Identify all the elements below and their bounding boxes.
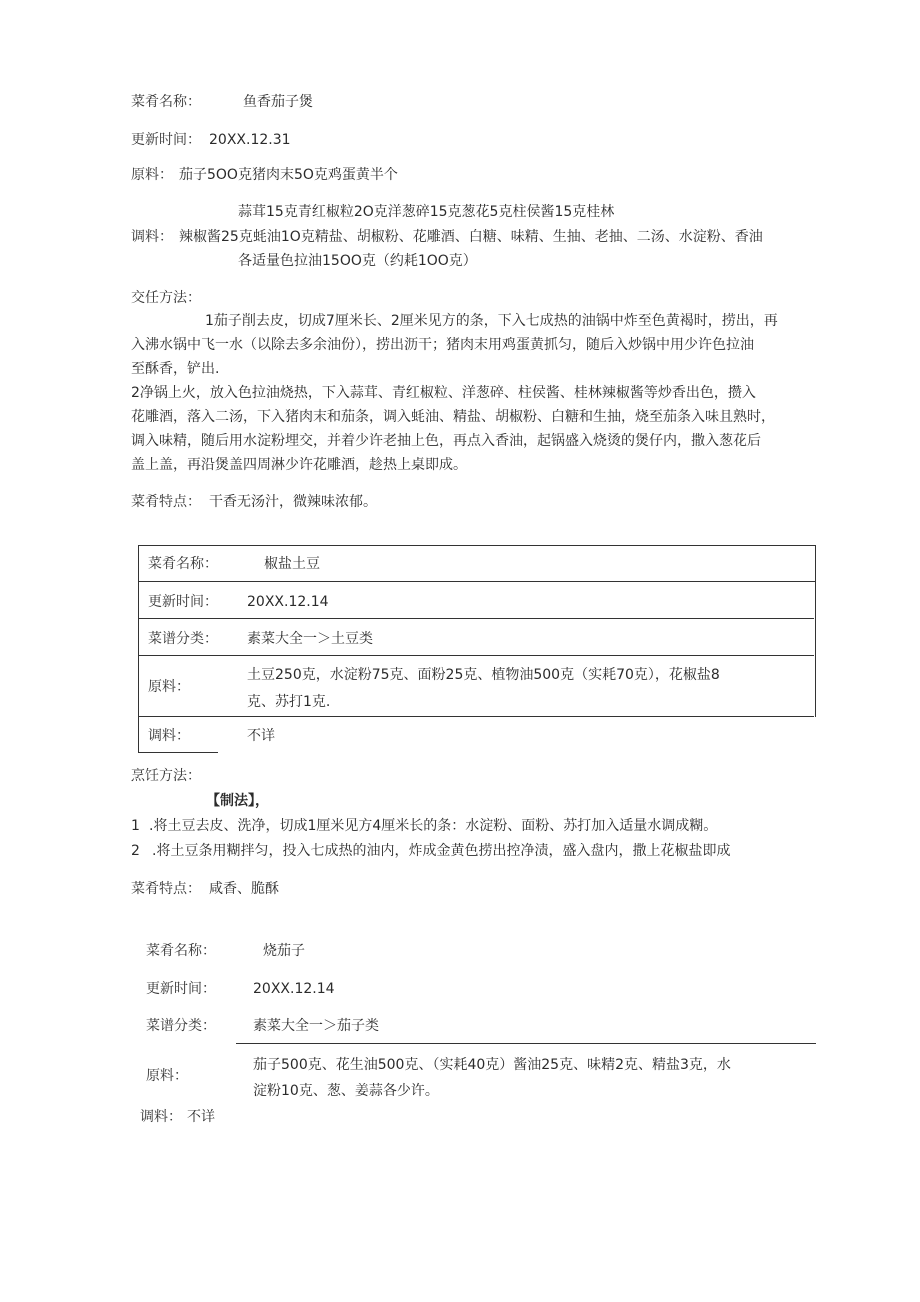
step-2-number: 2 — [131, 843, 140, 859]
updated-value: 20XX.12.14 — [253, 981, 335, 997]
ingredients-label: 原料： — [131, 167, 173, 183]
method-label: 烹饪方法： — [131, 768, 201, 784]
step-1-line-2: 入沸水锅中飞一水（以除去多余油份），捞出沥干；猪肉末用鸡蛋黄抓匀，随后入炒锅中用少许色拉油 — [131, 337, 754, 353]
row-divider — [236, 1043, 816, 1044]
ingredients-line-2: 淀粉10克、葱、姜蒜各少许。 — [253, 1083, 439, 1099]
step-1-line-3: 至酥香，铲出. — [131, 361, 220, 377]
table-border-top — [138, 545, 816, 546]
table-border-left — [138, 545, 139, 753]
step-1-text: .将土豆去皮、洗净，切成1厘米见方4厘米长的条：水淀粉、面粉、苏打加入适量水调成糊。 — [149, 818, 718, 834]
category-label: 菜谱分类： — [148, 631, 218, 647]
ingredients-line-1: 茄子500克、花生油500克、（实耗40克）酱油25克、味精2克、精盐3克，水 — [253, 1057, 731, 1073]
feature-value: 干香无汤汁，微辣味浓郁。 — [209, 494, 377, 510]
step-2-text: .将土豆条用糊拌匀，投入七成热的油内，炸成金黄色捞出控净渍，盛入盘内，撒上花椒盐即成 — [152, 843, 731, 859]
table-border-bottom — [138, 752, 218, 753]
ingredients-line-2: 克、苏打1克. — [247, 694, 331, 710]
name-label: 菜肴名称： — [146, 943, 216, 959]
seasoning-value: 不详 — [187, 1109, 215, 1125]
feature-value: 咸香、脆酥 — [209, 881, 279, 897]
seasoning-value: 辣椒酱25克蚝油1O克精盐、胡椒粉、花雕酒、白糖、味精、生抽、老抽、二汤、水淀粉、香油 — [179, 229, 763, 245]
updated-value: 20XX.12.14 — [247, 594, 329, 610]
step-2-line-3: 调入味精，随后用水淀粉埋交，并着少许老抽上色，再点入香油，起锅盛入烧烫的煲仔内，撒入葱花后 — [131, 433, 761, 449]
feature-label: 菜肴特点： — [131, 881, 201, 897]
updated-label: 更新时间： — [146, 981, 216, 997]
seasoning-value: 不详 — [247, 728, 275, 744]
ingredients-line-1: 土豆250克，水淀粉75克、面粉25克、植物油500克（实耗70克），花椒盐8 — [247, 667, 720, 683]
step-2-line-2: 花雕酒，落入二汤，下入猪肉末和茄条，调入蚝油、精盐、胡椒粉、白糖和生抽，烧至茄条入味且熟时， — [131, 409, 775, 425]
ingredients-label: 原料： — [148, 679, 190, 695]
dish-name: 椒盐土豆 — [264, 556, 320, 572]
updated-label: 更新时间： — [148, 594, 218, 610]
name-label: 菜肴名称： — [148, 556, 218, 572]
category-value: 素菜大全一＞茄子类 — [253, 1018, 379, 1034]
step-2-line-1: 2净锅上火，放入色拉油烧热，下入蒜茸、青红椒粒、洋葱碎、柱侯酱、桂林辣椒酱等炒香出色，攒入 — [131, 385, 756, 401]
category-value: 素菜大全一＞土豆类 — [247, 631, 373, 647]
ingredients-value: 茄子5OO克猪肉末5O克鸡蛋黄半个 — [179, 167, 398, 183]
dish-name: 鱼香茄子煲 — [243, 94, 313, 110]
updated-label: 更新时间： — [131, 132, 201, 148]
updated-value: 20XX.12.31 — [209, 132, 291, 148]
step-1-line-1: 1茄子削去皮，切成7厘米长、2厘米见方的条，下入七成热的油锅中炸至色黄褐时，捞出，再 — [205, 313, 778, 329]
seasoning-label: 调料： — [148, 728, 190, 744]
table-border-right — [815, 545, 816, 717]
name-label: 菜肴名称： — [131, 94, 201, 110]
dish-name: 烧茄子 — [263, 943, 305, 959]
method-header: 【制法】， — [206, 793, 269, 809]
seasoning-value-2: 各适量色拉油15OO克（约耗1OO克） — [238, 253, 477, 269]
table-row-divider — [138, 655, 814, 656]
ingredients-label: 原料： — [146, 1068, 188, 1084]
seasoning-label: 调料： — [140, 1109, 182, 1125]
table-row-divider — [138, 716, 814, 717]
category-label: 菜谱分类： — [146, 1018, 216, 1034]
seasoning-label: 调料： — [131, 229, 173, 245]
table-row-divider — [138, 618, 814, 619]
feature-label: 菜肴特点： — [131, 494, 201, 510]
ingredients-value-2: 蒜茸15克青红椒粒2O克洋葱碎15克葱花5克柱侯酱15克桂林 — [238, 204, 615, 220]
step-2-line-4: 盖上盖，再沿煲盖四周淋少许花雕酒，趁热上桌即成。 — [131, 457, 467, 473]
method-label: 交任方法： — [131, 290, 201, 306]
table-row-divider — [138, 581, 816, 582]
step-1-number: 1 — [131, 818, 140, 834]
